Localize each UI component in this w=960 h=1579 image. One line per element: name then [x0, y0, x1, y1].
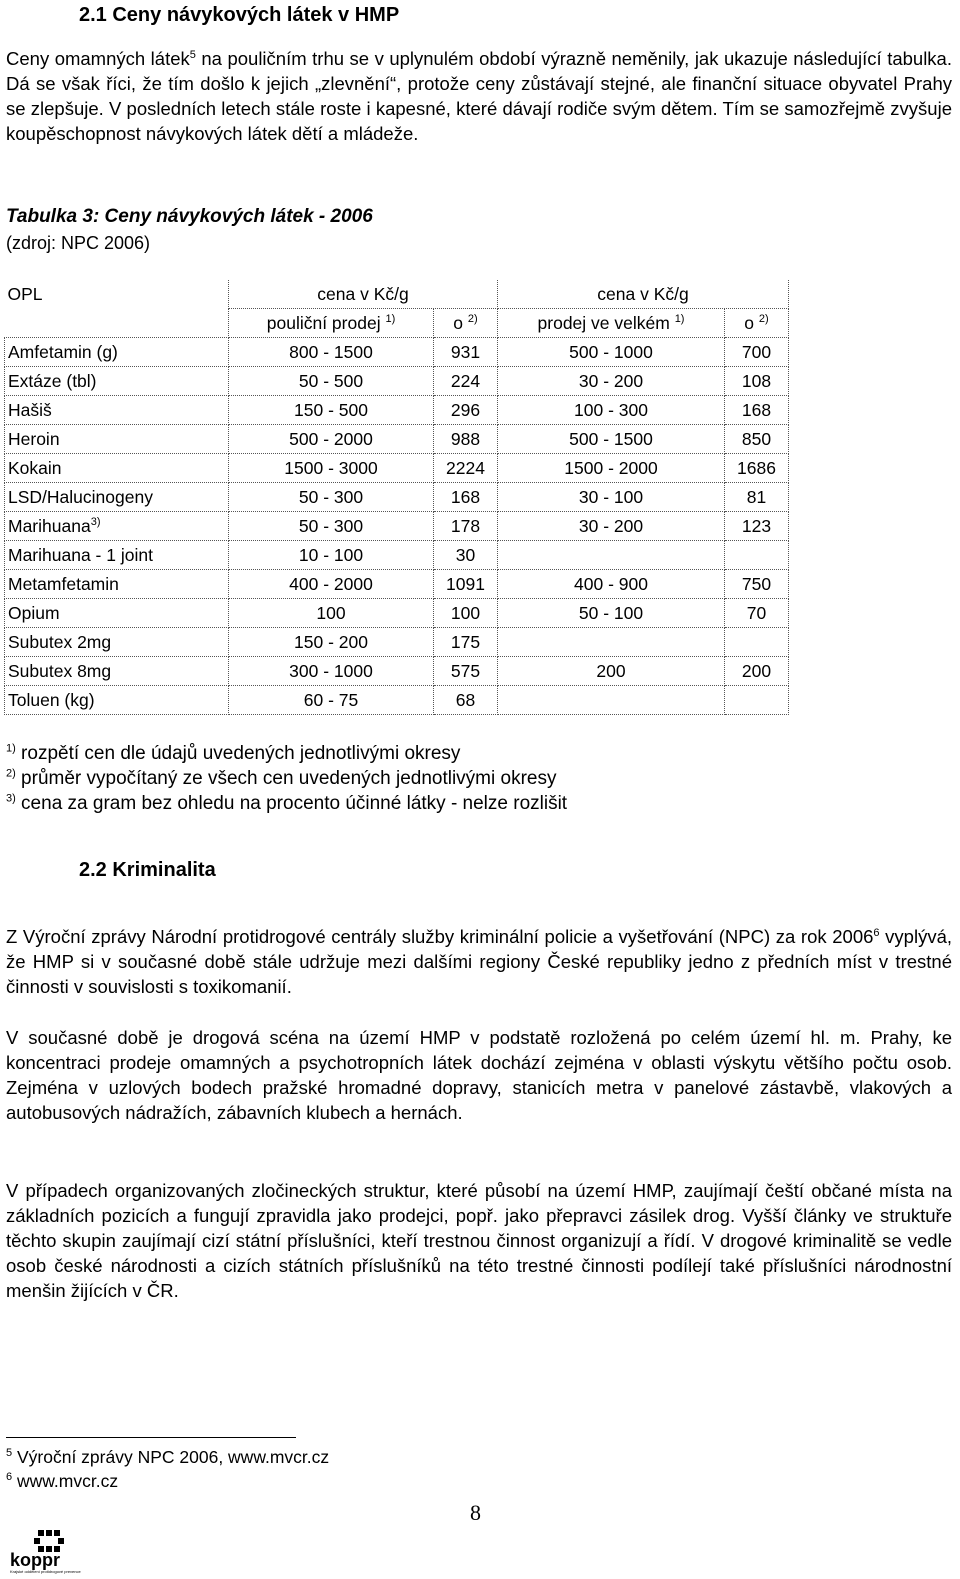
crime-p1-start: Z Výroční zprávy Národní protidrogové centrály služby kriminální policie a vyšetřování (NPC) za rok 2006: [6, 926, 874, 947]
cell-street-average: 575: [434, 657, 498, 686]
cell-street-price: 10 - 100: [229, 541, 434, 570]
cell-bulk-price: 1500 - 2000: [498, 454, 725, 483]
header-bulk-price: prodej ve velkém $^{1)}$: [498, 309, 725, 338]
table-source: (zdroj: NPC 2006): [6, 233, 151, 253]
cell-street-average: 30: [434, 541, 498, 570]
cell-opl-name: Opium: [5, 599, 229, 628]
cell-bulk-price: 500 - 1000: [498, 338, 725, 367]
logo-wordmark: koppr: [10, 1550, 61, 1570]
cell-bulk-price: 50 - 100: [498, 599, 725, 628]
cell-street-price: 800 - 1500: [229, 338, 434, 367]
cell-street-price: 150 - 500: [229, 396, 434, 425]
cell-street-average: 168: [434, 483, 498, 512]
cell-street-price: 60 - 75: [229, 686, 434, 715]
header-bulk-price-group: cena v Kč/g: [498, 280, 789, 309]
header-opl-blank: [5, 309, 229, 338]
cell-opl-name: Amfetamin (g): [5, 338, 229, 367]
table-note: $^{2)}$ průměr vypočítaný ze všech cen uvedených jednotlivými okresy: [6, 767, 557, 789]
table-row: [5, 367, 789, 396]
cell-bulk-price: 30 - 200: [498, 512, 725, 541]
footnote-ref-5[interactable]: 5: [189, 48, 196, 61]
cell-street-price: 300 - 1000: [229, 657, 434, 686]
cell-street-price: 400 - 2000: [229, 570, 434, 599]
table-row: [5, 541, 789, 570]
cell-street-average: 178: [434, 512, 498, 541]
header-opl: OPL: [5, 280, 229, 309]
cell-bulk-price: 400 - 900: [498, 570, 725, 599]
cell-bulk-average: 108: [725, 367, 789, 396]
cell-bulk-price: 30 - 100: [498, 483, 725, 512]
cell-opl-name: LSD/Halucinogeny: [5, 483, 229, 512]
cell-opl-name: Subutex 2mg: [5, 628, 229, 657]
cell-street-average: 988: [434, 425, 498, 454]
cell-bulk-price: 500 - 1500: [498, 425, 725, 454]
cell-street-price: 50 - 300: [229, 512, 434, 541]
cell-bulk-price: [498, 686, 725, 715]
table-row: [5, 628, 789, 657]
cell-bulk-average: 700: [725, 338, 789, 367]
cell-bulk-average: [725, 541, 789, 570]
intro-paragraph: [6, 46, 952, 146]
footnote-ref-6[interactable]: 6: [873, 926, 880, 939]
cell-bulk-price: [498, 541, 725, 570]
cell-opl-name: Marihuana$^{3)}$: [5, 512, 229, 541]
cell-street-price: 100: [229, 599, 434, 628]
table-row: [5, 599, 789, 628]
header-street-price-group: cena v Kč/g: [229, 280, 498, 309]
header-street-price: pouliční prodej $^{1)}$: [229, 309, 434, 338]
header-bulk-average: o $^{2)}$: [725, 309, 789, 338]
cell-street-average: 68: [434, 686, 498, 715]
cell-street-price: 500 - 2000: [229, 425, 434, 454]
cell-bulk-average: 1686: [725, 454, 789, 483]
cell-street-average: 931: [434, 338, 498, 367]
cell-bulk-price: 30 - 200: [498, 367, 725, 396]
page-number: 8: [470, 1500, 481, 1525]
intro-text-rest: na pouličním trhu se v uplynulém období výrazně neměnily, jak ukazuje následující tabulka. Dá se však říci, že tím došlo k jejich „zlevnění“, protože ceny zůstávají stejné, ale finanční situace obyvatel Prahy se zlepšuje. V posledních letech stále roste i kapesné, které dávají rodiče svým dětem. Tím se samozřejmě zvyšuje koupěschopnost návykových látek dětí a mládeže.: [6, 48, 952, 144]
cell-street-average: 2224: [434, 454, 498, 483]
table-row: [5, 570, 789, 599]
cell-opl-name: Kokain: [5, 454, 229, 483]
cell-bulk-average: 123: [725, 512, 789, 541]
page-footnote: $^6$ www.mvcr.cz: [6, 1471, 119, 1491]
koppr-logo: [8, 1530, 108, 1574]
cell-bulk-average: [725, 686, 789, 715]
table-note: $^{3)}$ cena za gram bez ohledu na procento účinné látky - nelze rozlišit: [6, 792, 568, 814]
cell-opl-name: Toluen (kg): [5, 686, 229, 715]
cell-opl-name: Heroin: [5, 425, 229, 454]
cell-bulk-average: 200: [725, 657, 789, 686]
table-row: [5, 454, 789, 483]
cell-bulk-price: 100 - 300: [498, 396, 725, 425]
cell-street-average: 1091: [434, 570, 498, 599]
table-row: [5, 396, 789, 425]
cell-bulk-price: 200: [498, 657, 725, 686]
cell-street-average: 100: [434, 599, 498, 628]
cell-street-price: 150 - 200: [229, 628, 434, 657]
header-street-average: o $^{2)}$: [434, 309, 498, 338]
cell-bulk-price: [498, 628, 725, 657]
table-row: [5, 483, 789, 512]
table-row: [5, 425, 789, 454]
table-row: [5, 512, 789, 541]
footnote-separator: [6, 1437, 296, 1438]
logo-tagline: Krajské oddělení protidrogové prevence: [10, 1569, 81, 1574]
cell-opl-name: Subutex 8mg: [5, 657, 229, 686]
cell-opl-name: Extáze (tbl): [5, 367, 229, 396]
cell-bulk-average: 850: [725, 425, 789, 454]
cell-street-price: 50 - 300: [229, 483, 434, 512]
table-caption: Tabulka 3: Ceny návykových látek - 2006: [6, 206, 373, 227]
cell-street-average: 175: [434, 628, 498, 657]
section-heading-crime: 2.2 Kriminalita: [79, 859, 216, 881]
cell-street-price: 50 - 500: [229, 367, 434, 396]
cell-opl-name: Metamfetamin: [5, 570, 229, 599]
table-note: $^{1)}$ rozpětí cen dle údajů uvedených jednotlivými okresy: [6, 742, 461, 764]
page-footnote: $^5$ Výroční zprávy NPC 2006, www.mvcr.cz: [6, 1447, 330, 1467]
cell-opl-name: Marihuana - 1 joint: [5, 541, 229, 570]
cell-bulk-average: 70: [725, 599, 789, 628]
crime-p1-rest: vyplývá, že HMP si v současné době stále udržuje mezi dalšími regiony České republiky jedno z předních míst v trestné činnosti v souvislosti s toxikomanií.: [6, 926, 953, 997]
cell-bulk-average: 81: [725, 483, 789, 512]
cell-bulk-average: 168: [725, 396, 789, 425]
cell-bulk-average: 750: [725, 570, 789, 599]
cell-street-price: 1500 - 3000: [229, 454, 434, 483]
table-notes: [6, 741, 567, 816]
crime-paragraph-3: V případech organizovaných zločineckých struktur, které působí na území HMP, zaujímají čeští občané místa na základních pozicích a fungují zpravidla jako prodejci, popř. jako přepravci zásilek drog. Vyšší články ve struktuře těchto skupin zaujímají cizí státní příslušníci, kteří trestnou činnost organizují a řídí. V drogové kriminalitě se vedle osob české národnosti a cizích státních příslušníků na této trestné činnosti podílejí také příslušníci národnostní menšin žijících v ČR.: [6, 1180, 952, 1301]
crime-paragraph-1: [6, 924, 952, 999]
crime-paragraph-2: V současné době je drogová scéna na území HMP v podstatě rozložená po celém území hl. m. Prahy, ke koncentraci prodeje omamných a psychotropních látek dochází zejména v oblasti výskytu většího počtu osob. Zejména v uzlových bodech pražské hromadné dopravy, stanicích metra v panelové zástavbě, vlakových a autobusových nádražích, zábavních klubech a hernách.: [6, 1027, 952, 1123]
section-heading-prices: 2.1 Ceny návykových látek v HMP: [79, 4, 400, 26]
table-row: [5, 686, 789, 715]
intro-text-start: Ceny omamných látek: [6, 48, 190, 69]
cell-bulk-average: [725, 628, 789, 657]
cell-street-average: 224: [434, 367, 498, 396]
table-row: [5, 657, 789, 686]
cell-street-average: 296: [434, 396, 498, 425]
table-row: [5, 338, 789, 367]
drug-price-table: [4, 280, 789, 715]
cell-opl-name: Hašiš: [5, 396, 229, 425]
